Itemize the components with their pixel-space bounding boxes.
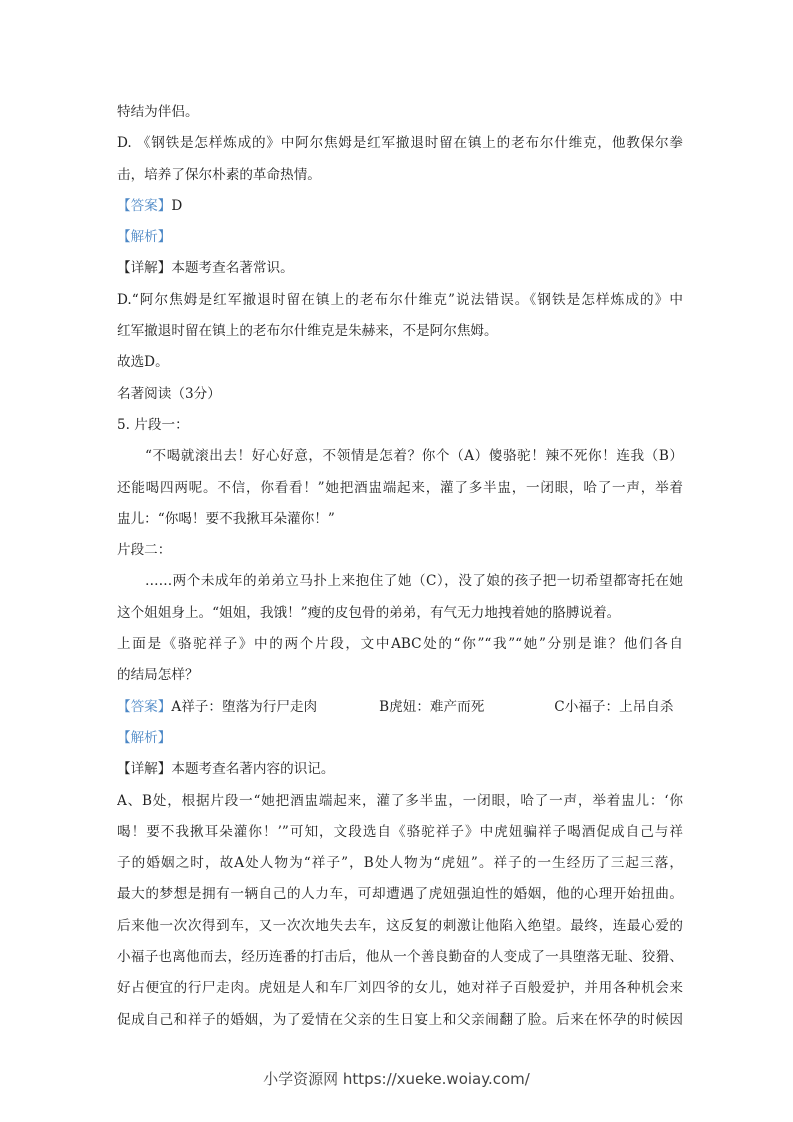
analysis-label: 【解析】 (117, 729, 172, 746)
footer-watermark: 小学资源网 https://xueke.woiay.com/ (263, 1070, 530, 1088)
answer-a: A祥子：堕落为行尸走肉 (171, 698, 318, 715)
answer-c: C小福子：上吊自杀 (554, 698, 674, 715)
answer-line (117, 692, 683, 723)
text-line: 【详解】本题考查名著内容的识记。 (117, 761, 335, 778)
text-line: 喝！要不我揪耳朵灌你！’”可知，文段选自《骆驼祥子》中虎妞骗祥子喝酒促成自己与祥 (117, 823, 683, 840)
answer-label: 【答案】 (117, 197, 172, 214)
text-line: 促成自己和祥子的婚姻，为了爱情在父亲的生日宴上和父亲闹翻了脸。后来在怀孕的时候因 (117, 1011, 683, 1028)
section-heading: 名著阅读（3分） (117, 385, 221, 402)
answer-value: D (171, 197, 183, 214)
text-line: “不喝就滚出去！好心好意，不领情是怎着？你个（A）傻骆驼！辣不死你！连我（B） (145, 448, 683, 465)
text-line: 后来他一次次得到车，又一次次地失去车，这反复的刺激让他陷入绝望。最终，连最心爱的 (117, 917, 683, 934)
text-line: 红军撤退时留在镇上的老布尔什维克是朱赫来，不是阿尔焦姆。 (117, 323, 498, 340)
text-line: 的结局怎样？ (117, 667, 199, 684)
text-line: 故选D。 (117, 354, 169, 371)
answer-line (117, 191, 683, 222)
text-line: 最大的梦想是拥有一辆自己的人力车，可却遭遇了虎妞强迫性的婚姻，他的心理开始扭曲。 (117, 886, 683, 903)
analysis-label: 【解析】 (117, 229, 172, 246)
text-line: 上面是《骆驼祥子》中的两个片段，文中ABC处的“你”“我”“她”分别是谁？他们各自 (117, 636, 683, 653)
text-line: 子的婚姻之时，故A处人物为“祥子”，B处人物为“虎妞”。祥子的一生经历了三起三落， (117, 855, 683, 872)
text-line: ……两个未成年的弟弟立马扑上来抱住了她（C），没了娘的孩子把一切希望都寄托在她 (145, 573, 683, 590)
text-line: 小福子也离他而去，经历连番的打击后，他从一个善良勤奋的人变成了一具堕落无耻、狡猾、 (117, 949, 683, 966)
document-body (117, 97, 683, 1036)
text-line: D.“阿尔焦姆是红军撤退时留在镇上的老布尔什维克”说法错误。《钢铁是怎样炼成的》中 (117, 291, 683, 308)
text-line: 片段二： (117, 542, 172, 559)
text-line: 盅儿：“你喝！要不我揪耳朵灌你！” (117, 510, 335, 527)
answer-b: B虎妞：难产而死 (379, 698, 485, 715)
text-line: 这个姐姐身上。“姐姐，我饿！”瘦的皮包骨的弟弟，有气无力地拽着她的胳膊说着。 (117, 604, 621, 621)
answer-label: 【答案】 (117, 698, 172, 715)
text-line: 还能喝四两呢。不信，你看看！”她把酒盅端起来，灌了多半盅，一闭眼，哈了一声，举着 (117, 479, 683, 496)
text-line: 击，培养了保尔朴素的革命热情。 (117, 166, 321, 183)
question-number: 5. 片段一： (117, 416, 189, 433)
text-line: 特结为伴侣。 (117, 104, 199, 120)
text-line: 好占便宜的行尸走肉。虎妞是人和车厂刘四爷的女儿，她对祥子百般爱护，并用各种机会来 (117, 980, 683, 997)
text-line: 【详解】本题考查名著常识。 (117, 260, 294, 277)
text-line: A、B处，根据片段一“她把酒盅端起来，灌了多半盅，一闭眼，哈了一声，举着盅儿：‘你 (117, 792, 683, 809)
text-line: D. 《钢铁是怎样炼成的》中阿尔焦姆是红军撤退时留在镇上的老布尔什维克，他教保尔拳 (117, 135, 683, 152)
